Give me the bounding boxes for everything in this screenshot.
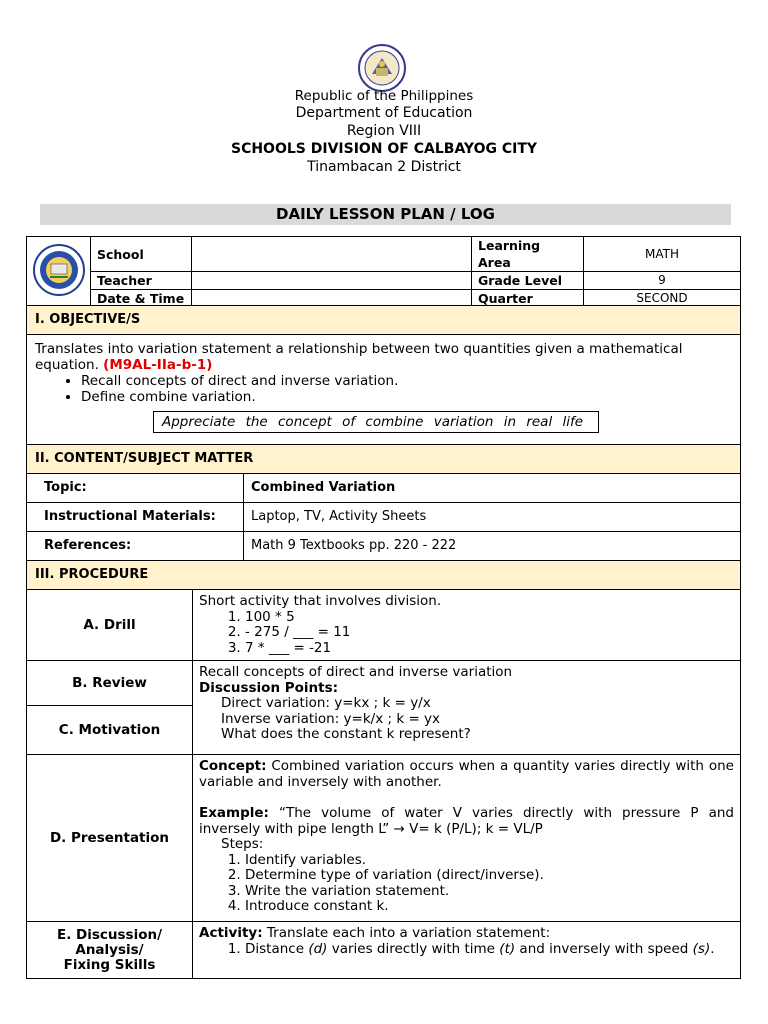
topic-label: Topic: xyxy=(27,474,244,503)
activity-text-part: Distance xyxy=(245,940,305,957)
inverse-variation-point: Inverse variation: y=k/x ; k = yx xyxy=(221,710,441,727)
review-label: B. Review xyxy=(27,661,193,706)
materials-value: Laptop, TV, Activity Sheets xyxy=(244,503,741,532)
drill-label: A. Drill xyxy=(27,590,193,661)
concept-paragraph xyxy=(199,759,734,790)
drill-intro: Short activity that involves division. xyxy=(199,593,442,609)
lesson-plan-table xyxy=(26,305,741,979)
drill-body xyxy=(193,590,741,661)
motivation-label: C. Motivation xyxy=(27,706,193,755)
activity-line xyxy=(199,926,734,942)
concept-text: Combined variation occurs when a quantity varies directly with one variable and inversely with another. xyxy=(199,758,734,790)
review-body xyxy=(193,661,741,755)
concept-label: Concept: xyxy=(199,758,267,774)
objectives-body xyxy=(27,335,741,445)
info-table xyxy=(26,236,741,308)
discussion-label xyxy=(27,922,193,979)
variable-s: (s) xyxy=(692,940,711,957)
discussion-label-line: Fixing Skills xyxy=(63,956,156,973)
topic-value: Combined Variation xyxy=(244,474,741,503)
school-logo xyxy=(33,244,85,296)
variable-d: (d) xyxy=(308,940,328,957)
list-item: • Define combine variation. xyxy=(81,389,732,405)
page-title: DAILY LESSON PLAN / LOG xyxy=(40,204,731,225)
objectives-heading: I. OBJECTIVE/S xyxy=(27,306,741,335)
example-label: Example: xyxy=(199,805,269,821)
content-heading: II. CONTENT/SUBJECT MATTER xyxy=(27,445,741,474)
review-line: Recall concepts of direct and inverse variation xyxy=(199,664,513,680)
header-division: SCHOOLS DIVISION OF CALBAYOG CITY xyxy=(230,141,538,157)
discussion-body xyxy=(193,922,741,979)
activity-text-part: . xyxy=(710,940,715,957)
learning-area-label: Learning Area xyxy=(472,237,584,272)
constant-k-question: What does the constant k represent? xyxy=(221,726,471,742)
list-item: 2. Determine type of variation (direct/inverse). xyxy=(245,868,734,884)
list-item: 1. Identify variables. xyxy=(245,853,734,869)
teacher-field[interactable] xyxy=(192,272,472,290)
presentation-label: D. Presentation xyxy=(27,755,193,922)
variable-t: (t) xyxy=(499,940,516,957)
school-logo-cell xyxy=(27,237,91,308)
direct-variation-point: Direct variation: y=kx ; k = y/x xyxy=(221,695,431,711)
competency-code: (M9AL-IIa-b-1) xyxy=(103,357,213,373)
header-department: Department of Education xyxy=(295,105,473,121)
list-item xyxy=(245,942,734,958)
school-field[interactable] xyxy=(192,237,472,272)
list-item: 2. - 275 / ___ = 11 xyxy=(245,625,734,641)
grade-level-value: 9 xyxy=(584,272,741,290)
deped-seal-logo xyxy=(358,44,406,92)
discussion-label-line: E. Discussion/ xyxy=(56,926,163,943)
list-item: • Recall concepts of direct and inverse variation. xyxy=(81,373,732,389)
teacher-label: Teacher xyxy=(91,272,192,290)
materials-label: Instructional Materials: xyxy=(27,503,244,532)
activity-text: Translate each into a variation statement: xyxy=(266,925,551,941)
steps-label: Steps: xyxy=(221,836,264,852)
grade-level-label: Grade Level xyxy=(472,272,584,290)
list-item: 1. 100 * 5 xyxy=(245,610,734,626)
list-item: 4. Introduce constant k. xyxy=(245,899,734,915)
list-item: 3. Write the variation statement. xyxy=(245,884,734,900)
activity-text-part: varies directly with time xyxy=(331,940,495,957)
header-region: Region VIII xyxy=(346,123,422,139)
activity-list xyxy=(199,942,734,958)
steps-list xyxy=(199,853,734,915)
presentation-body xyxy=(193,755,741,922)
datetime-label: Date & Time xyxy=(91,290,192,308)
learning-area-value: MATH xyxy=(584,237,741,272)
list-item: 3. 7 * ___ = -21 xyxy=(245,641,734,657)
drill-list xyxy=(199,610,734,657)
header-republic: Republic of the Philippines xyxy=(294,88,474,104)
quarter-label: Quarter xyxy=(472,290,584,308)
activity-text-part: and inversely with speed xyxy=(519,940,689,957)
header-district: Tinambacan 2 District xyxy=(307,159,461,175)
school-label: School xyxy=(91,237,192,272)
procedure-heading: III. PROCEDURE xyxy=(27,561,741,590)
objectives-text: Translates into variation statement a relationship between two quantities given a mathematical equation. xyxy=(35,341,683,373)
references-value: Math 9 Textbooks pp. 220 - 222 xyxy=(244,532,741,561)
example-text: “The volume of water V varies directly with pressure P and inversely with pipe length L” → V= k (P/L); k = VL/P xyxy=(199,805,734,837)
values-box: Appreciate the concept of combine variation in real life xyxy=(153,411,599,433)
discussion-points-label: Discussion Points: xyxy=(199,679,339,696)
activity-label: Activity: xyxy=(199,925,263,941)
references-label: References: xyxy=(27,532,244,561)
example-paragraph xyxy=(199,806,734,837)
objectives-list xyxy=(35,373,732,405)
discussion-label-line: Analysis/ xyxy=(75,941,144,958)
quarter-value: SECOND xyxy=(584,290,741,308)
